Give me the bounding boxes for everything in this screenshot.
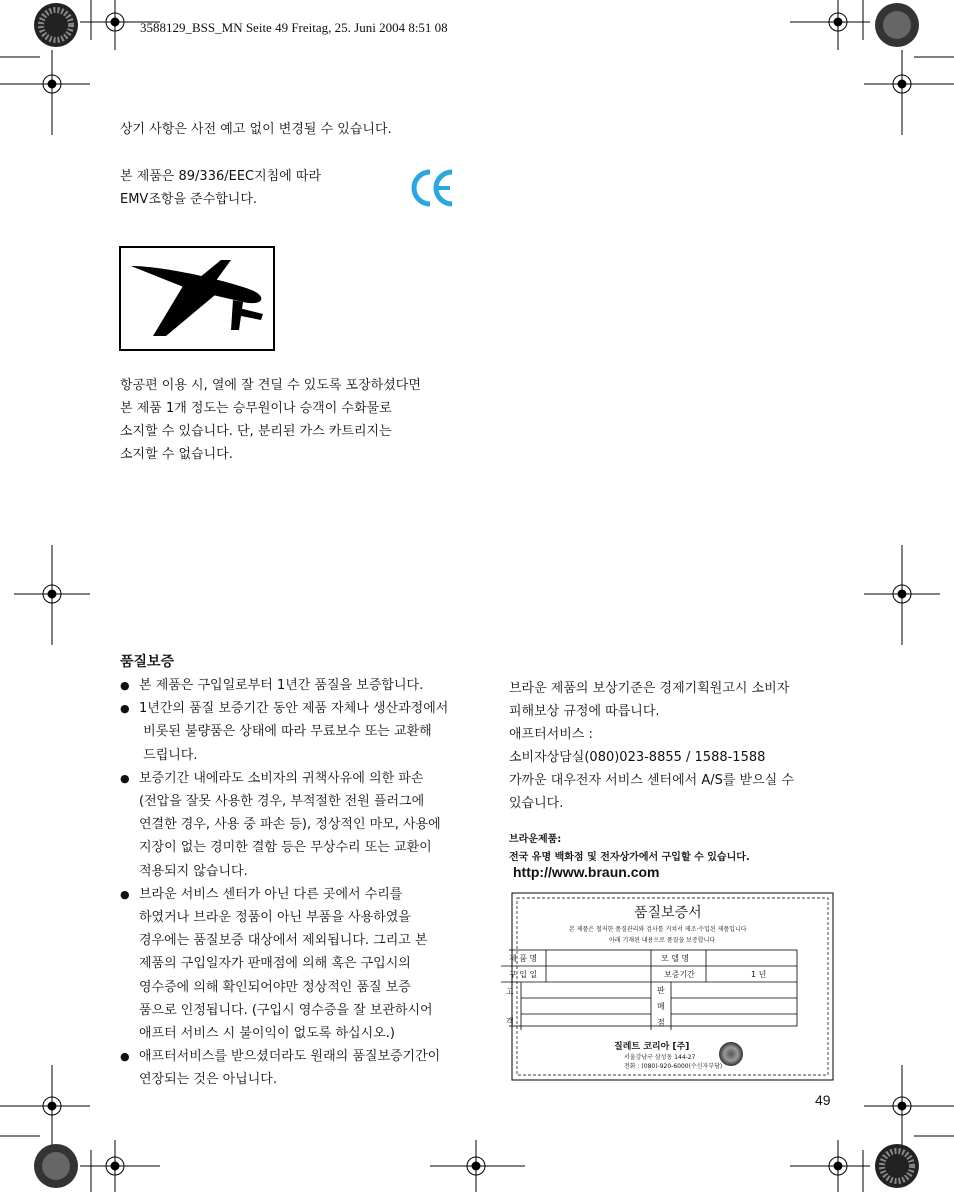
service-line: 있습니다. bbox=[509, 796, 564, 811]
company-name: 질레트 코리아 [주] bbox=[614, 1042, 690, 1052]
customer-label: 객 bbox=[506, 1017, 514, 1026]
service-line: 애프터서비스 : bbox=[509, 727, 593, 742]
certificate-sub: 본 제품은 철저한 품질관리와 검사를 거쳐서 제조·수입된 제품입니다 bbox=[569, 926, 747, 933]
service-line: 피해보상 규정에 따릅니다. bbox=[509, 704, 660, 719]
flight-text bbox=[120, 374, 421, 466]
purchase-date-label: 구 입 일 bbox=[509, 970, 538, 979]
airplane-icon bbox=[119, 246, 275, 351]
company-seal-icon bbox=[719, 1042, 743, 1066]
list-item: ● 브라운 서비스 센터가 아닌 다른 곳에서 수리를 하였거나 브라운 정품이 아닌 부품을 사용하였을 경우에는 품질보증 대상에서 제외됩니다. 그리고 본 제품의 구입일자가 판매점에 의해 혹은 구입시의 영수증에 의해 확인되어야만 정상적인 품질 보증 품으로 인정됩니다. (구입시 영수증을 잘 보관하시어 애프터 서비스 시 불이익이 없도록 하십시오.) bbox=[120, 883, 448, 1045]
flight-line: 항공편 이용 시, 열에 잘 견딜 수 있도록 포장하셨다면 bbox=[120, 378, 421, 393]
store-label: 매 bbox=[657, 1002, 665, 1011]
store-label: 점 bbox=[657, 1018, 665, 1027]
change-notice: 상기 사항은 사전 예고 없이 변경될 수 있습니다. bbox=[120, 122, 392, 137]
ce-statement bbox=[120, 165, 321, 211]
service-line: 가까운 대우전자 서비스 센터에서 A/S를 받으실 수 bbox=[509, 773, 794, 788]
ce-line: 본 제품은 89/336/EEC지침에 따라 bbox=[120, 169, 322, 184]
ce-mark-icon bbox=[410, 166, 458, 210]
warranty-heading: 품질보증 bbox=[120, 654, 175, 670]
certificate-title: 품질보증서 bbox=[634, 905, 702, 921]
warranty-list bbox=[120, 674, 448, 1092]
braun-stores: 전국 유명 백화점 및 전자상가에서 구입할 수 있습니다. bbox=[509, 852, 750, 863]
store-label: 판 bbox=[657, 986, 665, 995]
customer-label: 고 bbox=[506, 987, 514, 996]
warranty-period-value: 1 년 bbox=[751, 970, 767, 979]
model-name-label: 모 델 명 bbox=[661, 954, 690, 963]
list-item: ● 보증기간 내에라도 소비자의 귀책사유에 의한 파손 (전압을 잘못 사용한 경우, 부적절한 전원 플러그에 연결한 경우, 사용 중 파손 등), 정상적인 마모, 사용에 지장이 없는 경미한 결함 등은 무상수리 또는 교환이 적용되지 않습니다. bbox=[120, 767, 448, 883]
service-line: 브라운 제품의 보상기준은 경제기획원고시 소비자 bbox=[509, 681, 790, 696]
warranty-period-label: 보증기간 bbox=[664, 970, 695, 979]
company-phone: 전화 : (080)-920-6000(수신자부담) bbox=[624, 1063, 723, 1070]
certificate-table bbox=[501, 950, 797, 1030]
print-header: 3588129_BSS_MN Seite 49 Freitag, 25. Juni 2004 8:51 08 bbox=[140, 20, 448, 35]
ce-line: EMV조항을 준수합니다. bbox=[120, 192, 258, 207]
page-number: 49 bbox=[815, 1092, 831, 1108]
flight-line: 소지할 수 있습니다. 단, 분리된 가스 카트리지는 bbox=[120, 424, 392, 439]
service-info bbox=[509, 677, 794, 815]
company-address: 서울강남구 삼성동 144-27 bbox=[624, 1054, 696, 1061]
list-item: ● 1년간의 품질 보증기간 동안 제품 자체나 생산과정에서 비롯된 불량품은 상태에 따라 무료보수 또는 교환해 드립니다. bbox=[120, 697, 448, 767]
certificate-sub: 아래 기재된 내용으로 품질을 보증합니다 bbox=[609, 937, 716, 944]
braun-heading: 브라운제품: bbox=[509, 834, 562, 845]
warranty-certificate bbox=[506, 890, 836, 1083]
flight-line: 소지할 수 없습니다. bbox=[120, 447, 233, 462]
flight-line: 본 제품 1개 정도는 승무원이나 승객이 수화물로 bbox=[120, 401, 392, 416]
product-name-label: 제 품 명 bbox=[509, 954, 538, 963]
list-item: ● 본 제품은 구입일로부터 1년간 품질을 보증합니다. bbox=[120, 674, 448, 697]
list-item: ● 애프터서비스를 받으셨더라도 원래의 품질보증기간이 연장되는 것은 아닙니다. bbox=[120, 1045, 448, 1091]
braun-url[interactable]: http://www.braun.com bbox=[513, 864, 660, 880]
service-line: 소비자상담실(080)023-8855 / 1588-1588 bbox=[509, 750, 766, 765]
